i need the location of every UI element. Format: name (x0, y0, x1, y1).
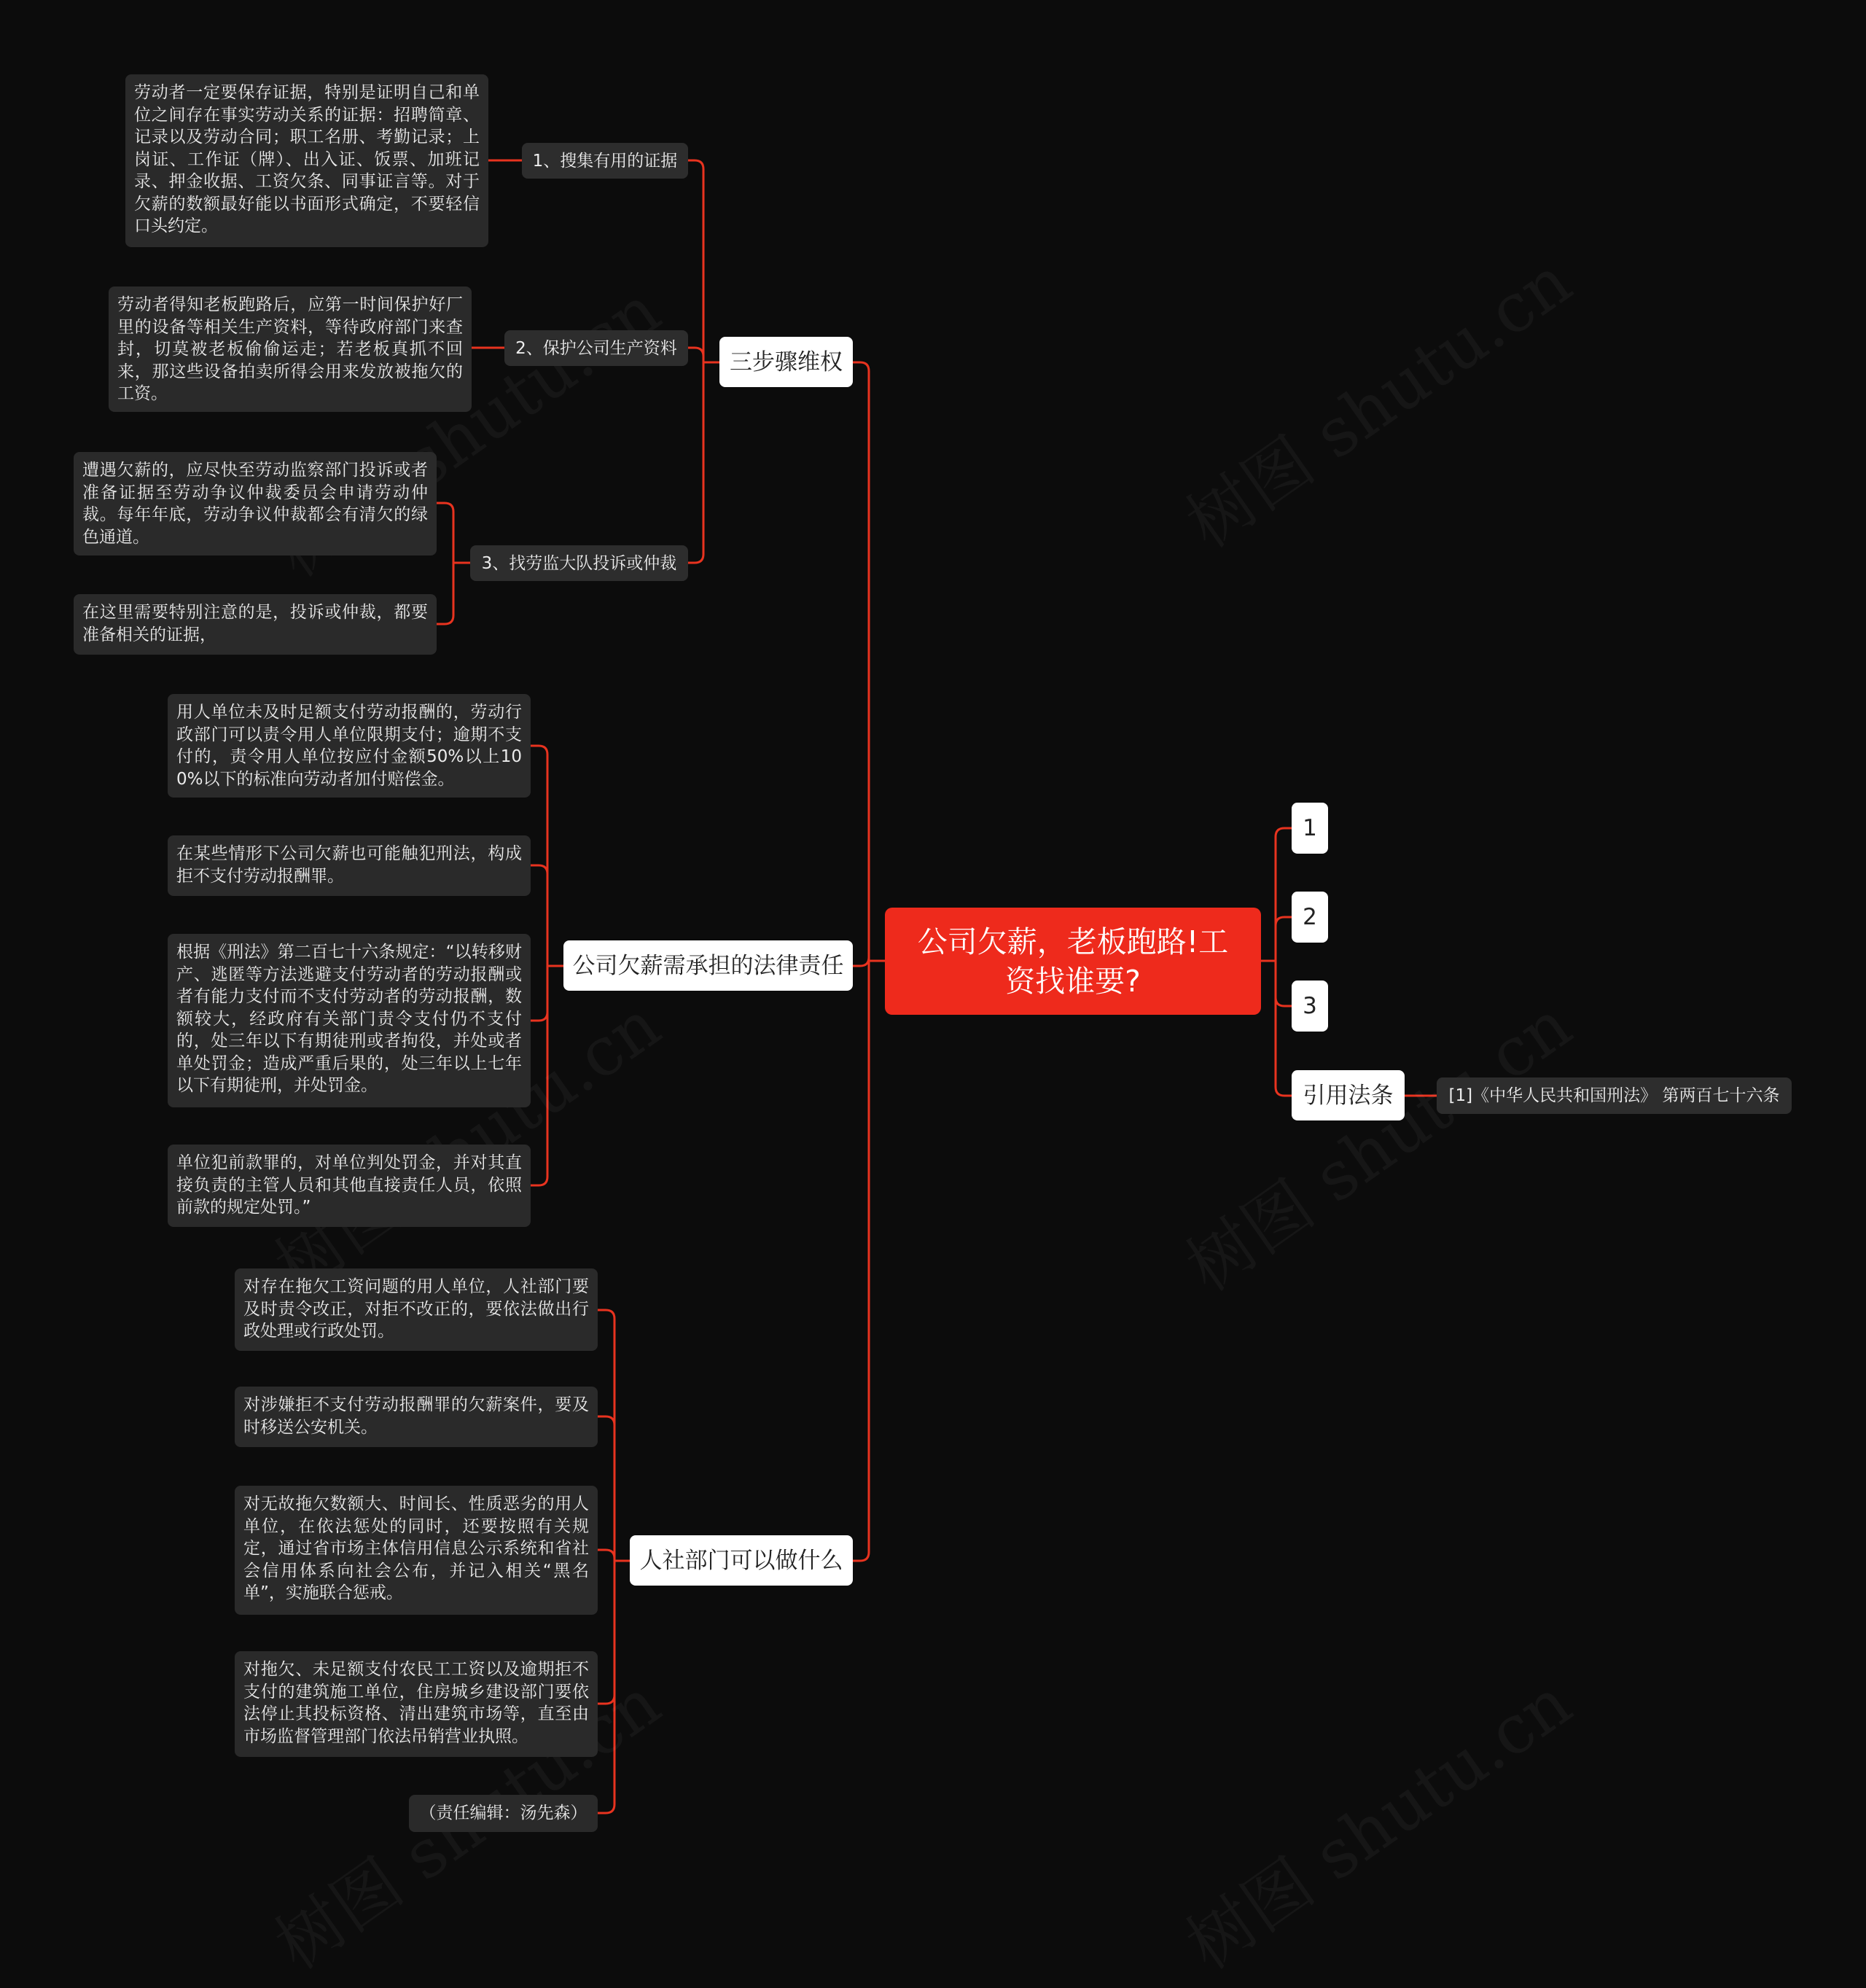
hr-item-text: 对无故拖欠数额大、时间长、性质恶劣的用人单位，在依法惩处的同时，还要按照有关规定，通过省市场主体信用信息公示系统和省社会信用体系向社会公布，并记入相关“黑名单”，实施联合惩戒。 (243, 1494, 589, 1602)
legal-item-text: 用人单位未及时足额支付劳动报酬的，劳动行政部门可以责令用人单位限期支付；逾期不支付的，责令用人单位按应付金额50%以上100%以下的标准向劳动者加付赔偿金。 (176, 703, 522, 789)
editor-credit (409, 1795, 598, 1832)
connector-line (853, 362, 885, 1561)
branch-item-label: 1 (1303, 815, 1317, 841)
branch-three-steps[interactable] (719, 337, 853, 387)
branch-item-2[interactable] (1292, 892, 1328, 943)
editor-credit-text: （责任编辑：汤先森） (419, 1804, 587, 1823)
hr-item (235, 1651, 598, 1757)
branch-legal-liability-label: 公司欠薪需承担的法律责任 (572, 952, 844, 979)
branch-citation-label: 引用法条 (1303, 1082, 1394, 1109)
branch-item-label: 3 (1303, 993, 1317, 1019)
connector-line (437, 503, 470, 624)
detail-evidence-note (74, 594, 437, 655)
connector-line (688, 160, 719, 563)
branch-legal-liability[interactable] (563, 940, 853, 991)
legal-item-text: 单位犯前款罪的，对单位判处罚金，并对其直接负责的主管人员和其他直接责任人员，依照前款的规定处罚。” (176, 1153, 522, 1217)
connector-line (531, 746, 563, 1185)
step-label: 1、搜集有用的证据 (532, 151, 678, 171)
hr-item (235, 1486, 598, 1615)
citation-reference-text: [1]《中华人民共和国刑法》 第两百七十六条 (1448, 1086, 1780, 1105)
detail-text: 劳动者得知老板跑路后，应第一时间保护好厂里的设备等相关生产资料，等待政府部门来查封，切莫被老板偷偷运走；若老板真抓不回来，那这些设备拍卖所得会用来发放被拖欠的工资。 (117, 295, 463, 403)
step-label: 2、保护公司生产资料 (515, 338, 677, 358)
detail-complaint (74, 452, 437, 556)
hr-item-text: 对拖欠、未足额支付农民工工资以及逾期拒不支付的建筑施工单位，住房城乡建设部门要依法停止其投标资格、清出建筑市场等，直至由市场监督管理部门依法吊销营业执照。 (243, 1660, 589, 1746)
branch-citation[interactable] (1292, 1070, 1405, 1120)
branch-three-steps-label: 三步骤维权 (730, 348, 843, 375)
hr-item (235, 1268, 598, 1351)
hr-item-text: 对涉嫌拒不支付劳动报酬罪的欠薪案件，要及时移送公安机关。 (243, 1395, 589, 1437)
step-collect-evidence[interactable] (522, 143, 688, 179)
step-label: 3、找劳监大队投诉或仲裁 (481, 553, 677, 573)
branch-item-label: 2 (1303, 904, 1317, 930)
detail-protect-assets (109, 286, 472, 412)
hr-item (235, 1387, 598, 1447)
connector-line (1261, 828, 1292, 1096)
hr-item-text: 对存在拖欠工资问题的用人单位，人社部门要及时责令改正，对拒不改正的，要依法做出行政处理或行政处罚。 (243, 1277, 589, 1341)
connector-line (598, 1310, 630, 1813)
branch-hr-actions-label: 人社部门可以做什么 (639, 1547, 843, 1574)
legal-item (168, 1145, 531, 1227)
legal-item (168, 694, 531, 798)
detail-text: 劳动者一定要保存证据，特别是证明自己和单位之间存在事实劳动关系的证据：招聘简章、记录以及劳动合同；职工名册、考勤记录；上岗证、工作证（牌）、出入证、饭票、加班记录、押金收据、工资欠条、同事证言等。对于欠薪的数额最好能以书面形式确定，不要轻信口头约定。 (134, 83, 480, 235)
detail-collect-evidence (125, 74, 488, 247)
legal-item (168, 934, 531, 1107)
root-topic-text: 公司欠薪，老板跑路!工资找谁要? (917, 924, 1229, 999)
legal-item-text: 根据《刑法》第二百七十六条规定：“以转移财产、逃匿等方法逃避支付劳动者的劳动报酬或者有能力支付而不支付劳动者的劳动报酬，数额较大，经政府有关部门责令支付仍不支付的，处三年以下有期徒刑或者拘役，并处或者单处罚金；造成严重后果的，处三年以上七年以下有期徒刑，并处罚金。 (176, 943, 522, 1095)
step-protect-assets[interactable] (504, 330, 688, 366)
legal-item (168, 835, 531, 896)
branch-item-1[interactable] (1292, 803, 1328, 854)
branch-hr-actions[interactable] (630, 1535, 853, 1586)
branch-item-3[interactable] (1292, 981, 1328, 1032)
legal-item-text: 在某些情形下公司欠薪也可能触犯刑法，构成拒不支付劳动报酬罪。 (176, 844, 522, 886)
detail-text: 在这里需要特别注意的是，投诉或仲裁，都要准备相关的证据， (82, 603, 428, 644)
detail-text: 遭遇欠薪的，应尽快至劳动监察部门投诉或者准备证据至劳动争议仲裁委员会申请劳动仲裁。每年年底，劳动争议仲裁都会有清欠的绿色通道。 (82, 461, 428, 547)
citation-reference (1437, 1077, 1792, 1114)
root-topic[interactable] (885, 908, 1261, 1015)
step-complaint-arbitration[interactable] (470, 545, 688, 581)
